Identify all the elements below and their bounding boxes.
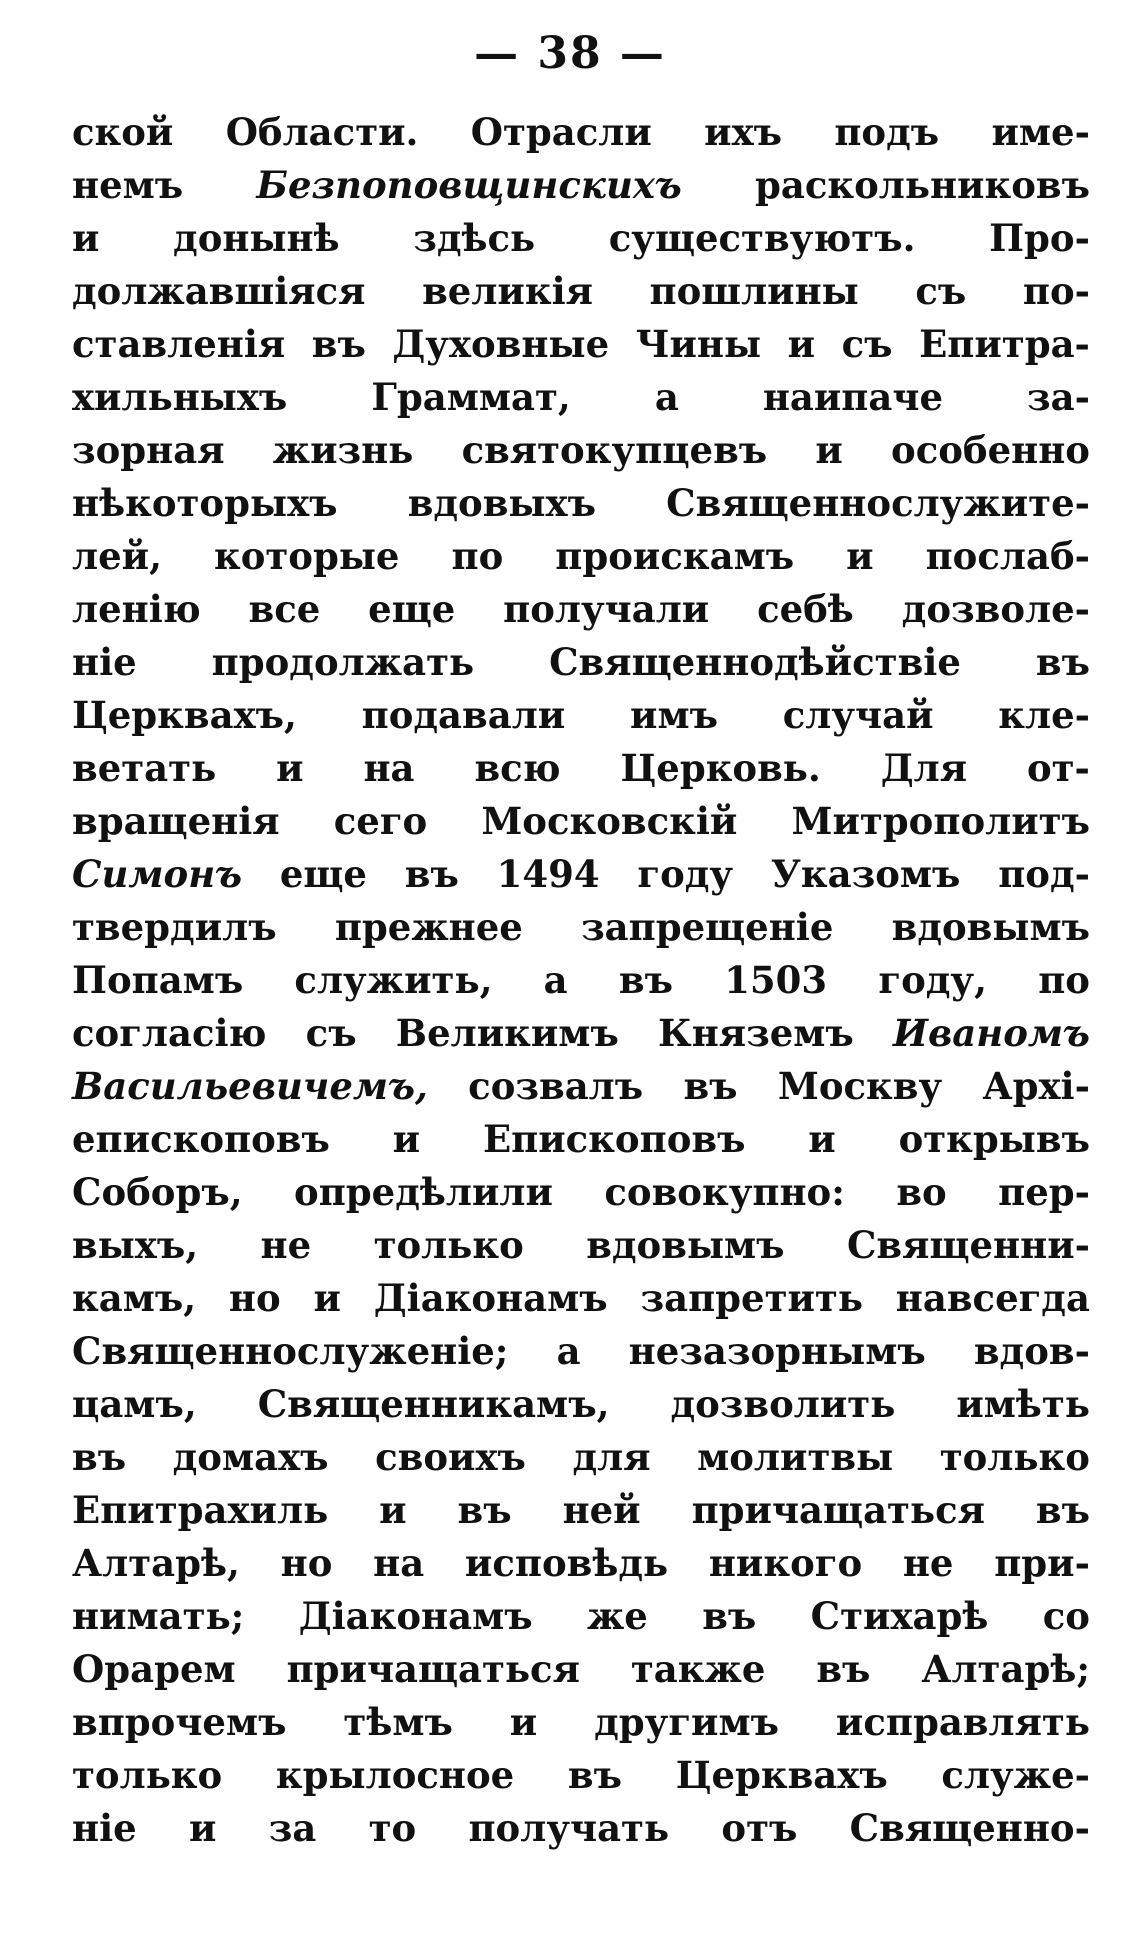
word: и bbox=[815, 428, 843, 472]
text-line bbox=[72, 265, 1090, 318]
word: имъ bbox=[630, 693, 718, 737]
word: Митрополитъ bbox=[791, 799, 1090, 843]
text-line bbox=[72, 742, 1090, 795]
word: все bbox=[248, 587, 321, 631]
word: незазорнымъ bbox=[628, 1329, 926, 1373]
word: при- bbox=[994, 1541, 1090, 1585]
word: со bbox=[1042, 1594, 1090, 1638]
word: дозволе- bbox=[901, 587, 1090, 631]
word: Церквахъ bbox=[675, 1753, 888, 1797]
word: и bbox=[276, 746, 304, 790]
word: по- bbox=[1022, 269, 1090, 313]
word: хильныхъ bbox=[72, 375, 288, 419]
word: ніе bbox=[72, 640, 137, 684]
word: донынѣ bbox=[173, 216, 340, 260]
word: ской bbox=[72, 110, 174, 154]
word: святокупцевъ bbox=[461, 428, 768, 472]
word: немъ bbox=[72, 163, 184, 207]
word: только bbox=[939, 1435, 1090, 1479]
body-text bbox=[72, 106, 1090, 1855]
word: Московскій bbox=[481, 799, 738, 843]
word: Архі- bbox=[982, 1064, 1090, 1108]
word: ставленія bbox=[72, 322, 286, 366]
word: отъ bbox=[721, 1806, 798, 1850]
word: Княземъ bbox=[658, 1011, 854, 1055]
word: навсегда bbox=[895, 1276, 1090, 1320]
word: Безпоповщинскихъ bbox=[256, 163, 682, 207]
word: Алтарѣ; bbox=[921, 1647, 1090, 1691]
word: послаб- bbox=[925, 534, 1090, 578]
text-line bbox=[72, 1696, 1090, 1749]
word: особенно bbox=[891, 428, 1090, 472]
text-line bbox=[72, 1431, 1090, 1484]
word: и bbox=[846, 534, 874, 578]
word: Священнодѣйствіе bbox=[549, 640, 961, 684]
word: дозволить bbox=[670, 1382, 896, 1426]
word: причащаться bbox=[286, 1647, 580, 1691]
word: вдовымъ bbox=[891, 905, 1090, 949]
word: ленію bbox=[72, 587, 201, 631]
text-line bbox=[72, 1325, 1090, 1378]
word: въ bbox=[457, 1488, 512, 1532]
word: име- bbox=[991, 110, 1090, 154]
text-line bbox=[72, 1272, 1090, 1325]
word: нѣкоторыхъ bbox=[72, 481, 338, 525]
word: и bbox=[392, 1117, 421, 1161]
word: Соборъ, bbox=[72, 1170, 243, 1214]
word: Симонъ bbox=[72, 852, 243, 896]
word: же bbox=[586, 1594, 648, 1638]
word: согласію bbox=[72, 1011, 267, 1055]
word: себѣ bbox=[757, 587, 854, 631]
word: и bbox=[379, 1488, 407, 1532]
word: опредѣлили bbox=[294, 1170, 553, 1214]
word: никого bbox=[708, 1541, 863, 1585]
page-number: — 38 — bbox=[474, 28, 666, 79]
word: съ bbox=[841, 322, 893, 366]
word: въ bbox=[1035, 640, 1090, 684]
word: всю bbox=[474, 746, 561, 790]
word: Указомъ bbox=[770, 852, 961, 896]
word: Священнослуженіе; bbox=[72, 1329, 509, 1373]
word: здѣсь bbox=[413, 216, 536, 260]
word: на bbox=[363, 746, 415, 790]
text-line bbox=[72, 424, 1090, 477]
word: запретить bbox=[640, 1276, 863, 1320]
word: зорная bbox=[72, 428, 225, 472]
word: получали bbox=[503, 587, 710, 631]
word: пер- bbox=[998, 1170, 1090, 1214]
word: вращенія bbox=[72, 799, 280, 843]
word: Отрасли bbox=[470, 110, 652, 154]
word: а bbox=[556, 1329, 581, 1373]
word: и bbox=[188, 1806, 217, 1850]
word: наипаче bbox=[762, 375, 943, 419]
text-line bbox=[72, 477, 1090, 530]
text-line bbox=[72, 1113, 1090, 1166]
word: Великимъ bbox=[395, 1011, 619, 1055]
word: по bbox=[451, 534, 504, 578]
word: также bbox=[630, 1647, 766, 1691]
word: Стихарѣ bbox=[810, 1594, 989, 1638]
word: Епископовъ bbox=[482, 1117, 746, 1161]
word: и bbox=[808, 1117, 836, 1161]
word: крылосное bbox=[275, 1753, 515, 1797]
text-line bbox=[72, 1219, 1090, 1272]
word: Церковь. bbox=[620, 746, 821, 790]
word: служить, bbox=[294, 958, 493, 1002]
word: великія bbox=[422, 269, 593, 313]
word: созвалъ bbox=[468, 1064, 644, 1108]
word: въ bbox=[816, 1647, 871, 1691]
word: Орарем bbox=[72, 1647, 236, 1691]
text-line bbox=[72, 1378, 1090, 1431]
text-line bbox=[72, 106, 1090, 159]
word: Священни- bbox=[846, 1223, 1090, 1267]
word: пошлины bbox=[649, 269, 859, 313]
word: цамъ, bbox=[72, 1382, 197, 1426]
text-line bbox=[72, 954, 1090, 1007]
word: своихъ bbox=[375, 1435, 526, 1479]
word: въ bbox=[618, 958, 673, 1002]
text-line bbox=[72, 1484, 1090, 1537]
word: еще bbox=[368, 587, 456, 631]
word: проискамъ bbox=[555, 534, 795, 578]
word: служе- bbox=[941, 1753, 1090, 1797]
word: но bbox=[280, 1541, 333, 1585]
word: нимать; bbox=[72, 1594, 245, 1638]
word: вдов- bbox=[973, 1329, 1090, 1373]
word: то bbox=[368, 1806, 417, 1850]
word: а bbox=[543, 958, 568, 1002]
text-line bbox=[72, 530, 1090, 583]
word: твердилъ bbox=[72, 905, 277, 949]
word: существуютъ. bbox=[608, 216, 916, 260]
word: Епитра- bbox=[919, 322, 1090, 366]
text-line bbox=[72, 1590, 1090, 1643]
word: сего bbox=[333, 799, 428, 843]
text-line bbox=[72, 848, 1090, 901]
text-line bbox=[72, 689, 1090, 742]
word: исправлять bbox=[835, 1700, 1090, 1744]
word: въ bbox=[72, 1435, 127, 1479]
word: другимъ bbox=[594, 1700, 779, 1744]
word: камъ, bbox=[72, 1276, 197, 1320]
text-line bbox=[72, 1749, 1090, 1802]
word: но bbox=[228, 1276, 281, 1320]
word: и bbox=[72, 216, 100, 260]
word: епископовъ bbox=[72, 1117, 330, 1161]
word: Священно- bbox=[849, 1806, 1090, 1850]
word: которые bbox=[213, 534, 400, 578]
word: въ bbox=[683, 1064, 738, 1108]
word: прежнее bbox=[334, 905, 523, 949]
word: ніе bbox=[72, 1806, 137, 1850]
word: впрочемъ bbox=[72, 1700, 287, 1744]
word: молитвы bbox=[697, 1435, 894, 1479]
word: ветать bbox=[72, 746, 217, 790]
word: въ bbox=[404, 852, 459, 896]
text-line bbox=[72, 583, 1090, 636]
word: не bbox=[902, 1541, 954, 1585]
text-line bbox=[72, 901, 1090, 954]
word: году, bbox=[878, 958, 987, 1002]
word: имѣть bbox=[956, 1382, 1090, 1426]
word: не bbox=[260, 1223, 312, 1267]
text-line bbox=[72, 159, 1090, 212]
word: Діаконамъ bbox=[298, 1594, 533, 1638]
word: въ bbox=[311, 322, 366, 366]
word: за- bbox=[1027, 375, 1090, 419]
word: 1494 bbox=[496, 852, 600, 896]
word: получать bbox=[468, 1806, 670, 1850]
word: на bbox=[373, 1541, 425, 1585]
word: Для bbox=[880, 746, 968, 790]
word: причащаться bbox=[691, 1488, 985, 1532]
word: лей, bbox=[72, 534, 162, 578]
text-line bbox=[72, 1060, 1090, 1113]
word: Васильевичемъ, bbox=[72, 1064, 428, 1108]
text-line bbox=[72, 1643, 1090, 1696]
word: въ bbox=[702, 1594, 757, 1638]
word: только bbox=[373, 1223, 524, 1267]
word: совокупно: bbox=[604, 1170, 845, 1214]
word: году bbox=[637, 852, 734, 896]
word: Области. bbox=[225, 110, 419, 154]
word: тѣмъ bbox=[343, 1700, 453, 1744]
text-line bbox=[72, 1537, 1090, 1590]
word: Епитрахиль bbox=[72, 1488, 329, 1532]
text-line bbox=[72, 371, 1090, 424]
word: Духовные bbox=[392, 322, 610, 366]
text-line bbox=[72, 1802, 1090, 1855]
text-line bbox=[72, 795, 1090, 848]
word: вдовымъ bbox=[586, 1223, 785, 1267]
word: подъ bbox=[834, 110, 940, 154]
word: въ bbox=[567, 1753, 622, 1797]
word: а bbox=[654, 375, 679, 419]
word: и bbox=[509, 1700, 538, 1744]
word: ихъ bbox=[704, 110, 783, 154]
word: Священникамъ, bbox=[257, 1382, 610, 1426]
word: съ bbox=[305, 1011, 357, 1055]
word: под- bbox=[998, 852, 1090, 896]
word: еще bbox=[279, 852, 367, 896]
word: Москву bbox=[777, 1064, 943, 1108]
word: во bbox=[896, 1170, 947, 1214]
word: Чины bbox=[635, 322, 762, 366]
word: и bbox=[787, 322, 816, 366]
word: Церквахъ, bbox=[72, 693, 297, 737]
word: Попамъ bbox=[72, 958, 244, 1002]
word: выхъ, bbox=[72, 1223, 199, 1267]
text-line bbox=[72, 1166, 1090, 1219]
word: вдовыхъ bbox=[407, 481, 596, 525]
word: должавшіяся bbox=[72, 269, 366, 313]
word: случай bbox=[782, 693, 934, 737]
word: за bbox=[268, 1806, 317, 1850]
word: и bbox=[313, 1276, 341, 1320]
word: ней bbox=[562, 1488, 641, 1532]
word: только bbox=[72, 1753, 223, 1797]
word: от- bbox=[1026, 746, 1090, 790]
word: домахъ bbox=[172, 1435, 329, 1479]
word: Алтарѣ, bbox=[72, 1541, 240, 1585]
word: въ bbox=[1035, 1488, 1090, 1532]
word: жизнь bbox=[272, 428, 414, 472]
word: открывъ bbox=[898, 1117, 1090, 1161]
word: съ bbox=[915, 269, 967, 313]
word: 1503 bbox=[724, 958, 828, 1002]
word: исповѣдь bbox=[464, 1541, 669, 1585]
word: для bbox=[572, 1435, 651, 1479]
word: подавали bbox=[361, 693, 566, 737]
text-line bbox=[72, 212, 1090, 265]
text-line bbox=[72, 636, 1090, 689]
word: продолжать bbox=[211, 640, 475, 684]
word: Граммат, bbox=[371, 375, 571, 419]
word: запрещеніе bbox=[581, 905, 834, 949]
word: Діаконамъ bbox=[373, 1276, 608, 1320]
word: Иваномъ bbox=[892, 1011, 1090, 1055]
word: Священнослужите- bbox=[666, 481, 1090, 525]
word: Про- bbox=[989, 216, 1090, 260]
text-line bbox=[72, 318, 1090, 371]
word: по bbox=[1038, 958, 1090, 1002]
word: раскольниковъ bbox=[755, 163, 1090, 207]
text-line bbox=[72, 1007, 1090, 1060]
word: кле- bbox=[998, 693, 1090, 737]
